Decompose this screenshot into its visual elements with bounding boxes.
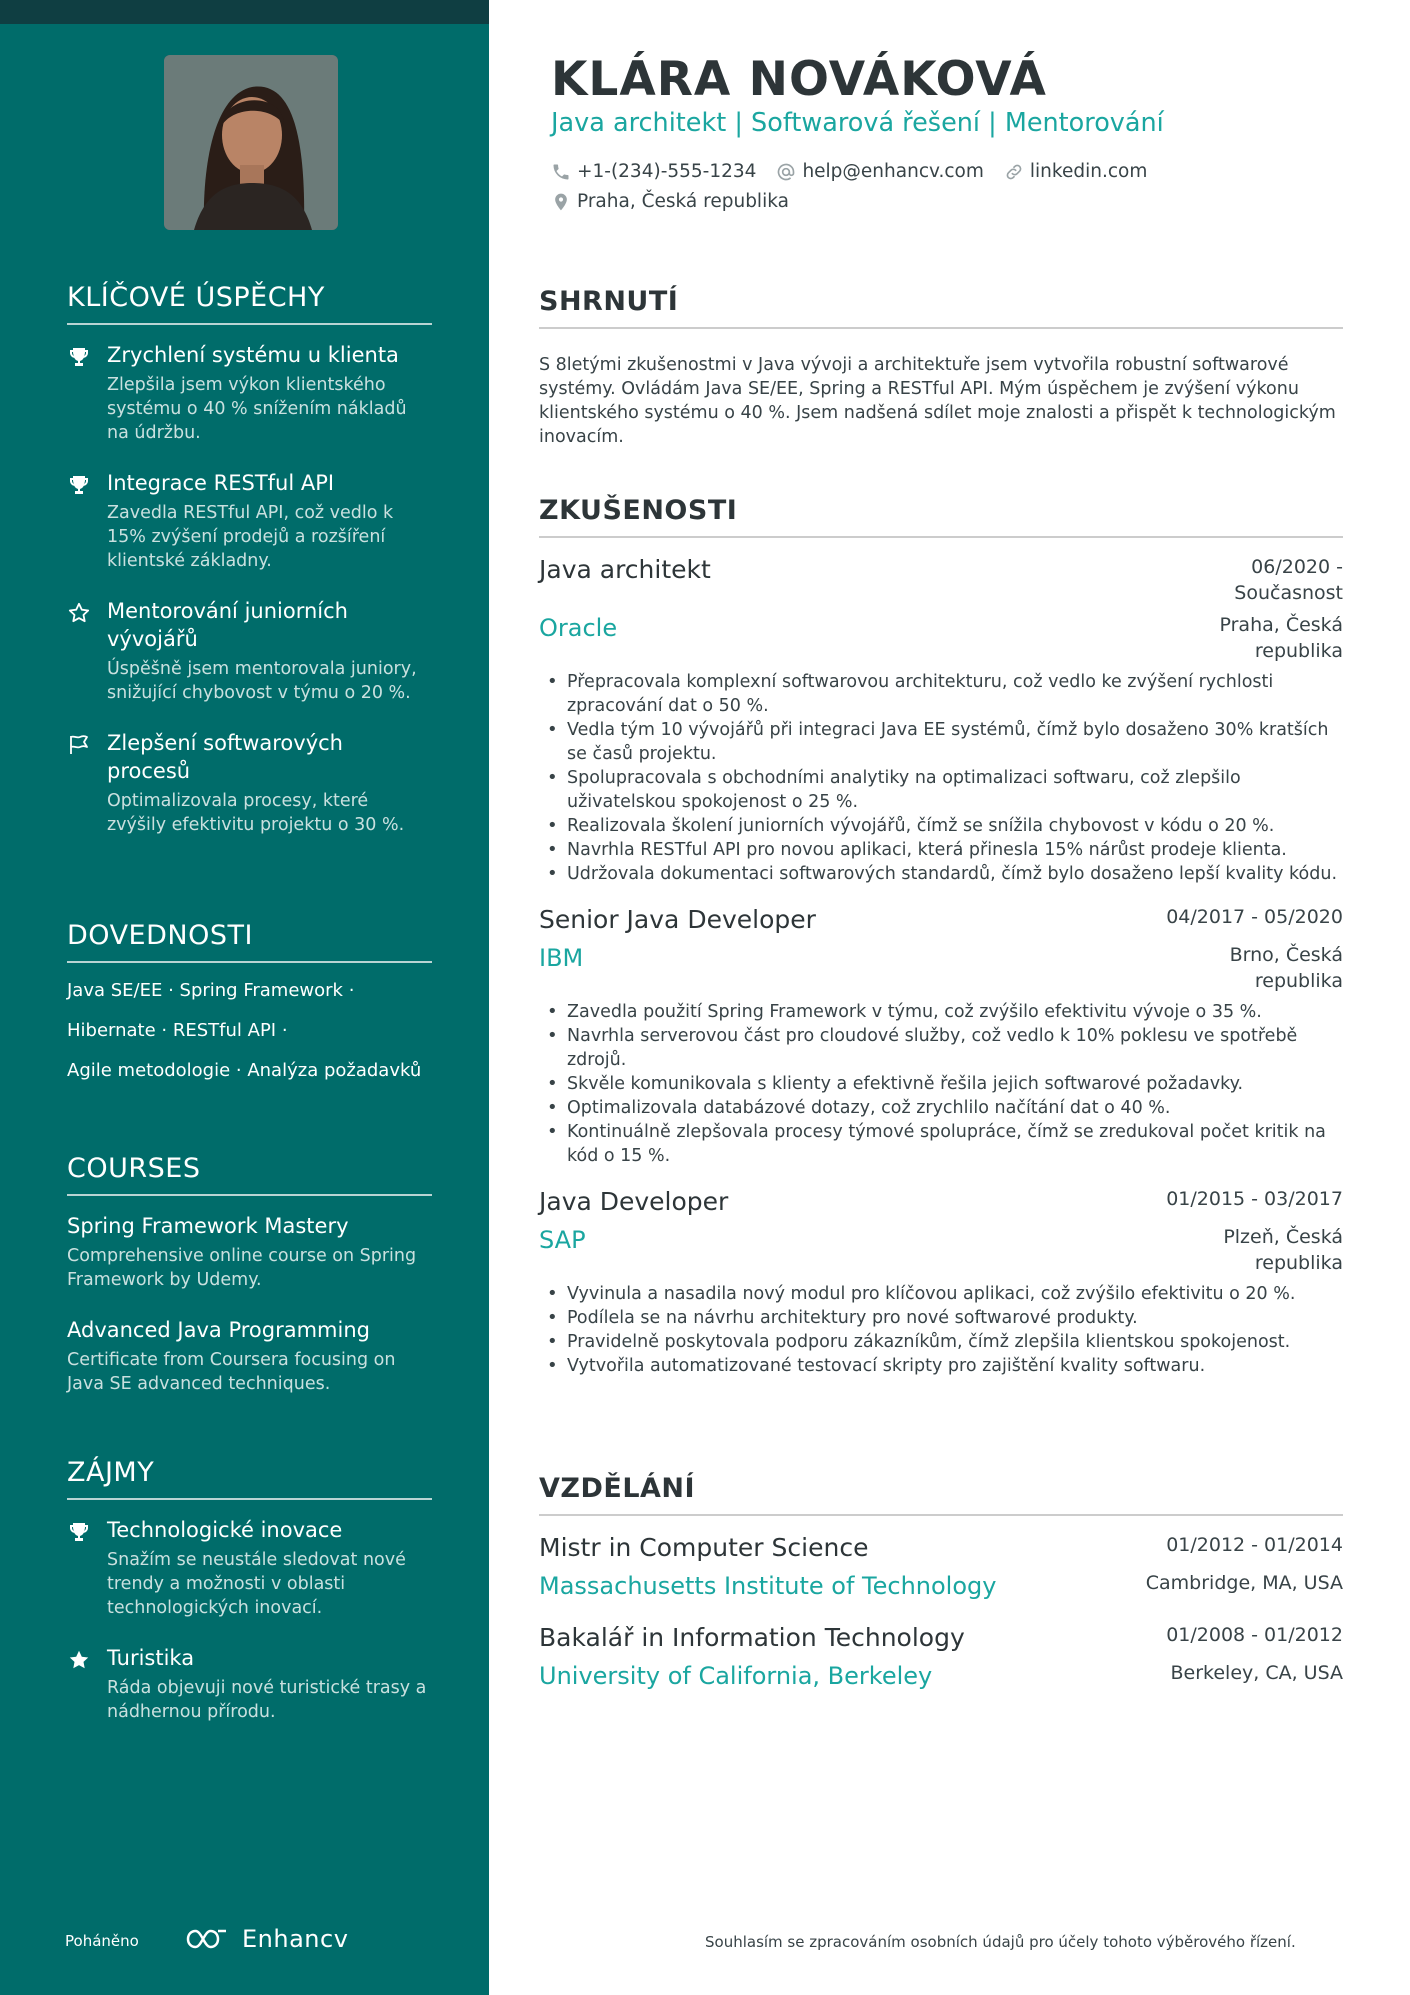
education-date: 01/2008 - 01/2012 — [1166, 1624, 1343, 1646]
trophy-icon — [67, 1516, 107, 1620]
education-entry — [539, 1532, 1343, 1602]
phone-text: +1-(234)-555-1234 — [577, 161, 757, 182]
trophy-icon — [67, 341, 107, 445]
job-location: Plzeň, Česká republika — [1223, 1226, 1343, 1274]
achievement-title: Mentorování juniorních vývojářů — [107, 599, 348, 651]
consent-note: Souhlasím se zpracováním osobních údajů pro účely tohoto výběrového řízení. — [705, 1933, 1296, 1951]
achievement-item — [67, 469, 432, 573]
achievement-description: Optimalizovala procesy, které zvýšily efektivitu projektu o 30 %. — [107, 791, 405, 835]
job-company: Oracle — [539, 614, 618, 642]
job-role: Java Developer — [539, 1187, 729, 1216]
contact-phone[interactable] — [551, 161, 756, 182]
education-date: 01/2012 - 01/2014 — [1166, 1534, 1343, 1556]
interest-title: Technologické inovace — [107, 1518, 343, 1542]
at-icon — [776, 162, 796, 182]
skills-line: Java SE/EE · Spring Framework · — [67, 980, 355, 1001]
achievement-description: Zavedla RESTful API, což vedlo k 15% zvýšení prodejů a rozšíření klientské základny. — [107, 503, 394, 571]
job-bullet: • Vyvinula a nasadila nový modul pro klíčovou aplikaci, což zvýšilo efektivitu o 20 %. — [539, 1282, 1343, 1306]
profile-photo-image — [164, 55, 338, 230]
candidate-name: KLÁRA NOVÁKOVÁ — [551, 52, 1047, 107]
summary-section — [539, 286, 1343, 449]
job-entry — [539, 554, 1343, 886]
job-date: 01/2015 - 03/2017 — [1166, 1188, 1343, 1210]
job-role: Java architekt — [539, 555, 711, 584]
job-bullet: • Udržovala dokumentaci softwarových standardů, čímž bylo dosaženo lepší kvality kódu. — [539, 862, 1343, 886]
education-school: University of California, Berkeley — [539, 1662, 933, 1690]
skills-line: Hibernate · RESTful API · — [67, 1020, 288, 1041]
location-text: Praha, Česká republika — [577, 191, 789, 212]
achievement-title: Integrace RESTful API — [107, 471, 335, 495]
education-entry — [539, 1622, 1343, 1692]
job-date: 04/2017 - 05/2020 — [1166, 906, 1343, 928]
experience-section — [539, 495, 1343, 1378]
skills-line: Agile metodologie · Analýza požadavků — [67, 1060, 422, 1081]
course-description: Comprehensive online course on Spring Framework by Udemy. — [67, 1246, 417, 1290]
interest-description: Ráda objevuji nové turistické trasy a nádhernou přírodu. — [107, 1678, 427, 1722]
job-company: SAP — [539, 1226, 586, 1254]
job-role: Senior Java Developer — [539, 905, 816, 934]
enhancv-brand-name: Enhancv — [242, 1925, 349, 1953]
star-icon — [67, 1644, 107, 1724]
link-icon — [1004, 162, 1024, 182]
interests-section — [67, 1457, 432, 1748]
contact-row — [551, 161, 1167, 182]
job-bullet: • Podílela se na návrhu architektury pro nové softwarové produkty. — [539, 1306, 1343, 1330]
job-location: Praha, Česká republika — [1219, 614, 1343, 662]
location-pin-icon — [551, 192, 571, 212]
candidate-headline: Java architekt | Softwarová řešení | Mentorování — [551, 108, 1164, 138]
job-bullet: • Realizovala školení juniorních vývojářů, čímž se snížila chybovost v kódu o 20 %. — [539, 814, 1343, 838]
job-bullets — [539, 1282, 1343, 1378]
job-entry — [539, 1186, 1343, 1378]
education-location: Cambridge, MA, USA — [1145, 1572, 1343, 1594]
achievement-item — [67, 597, 432, 705]
skills-section — [67, 920, 432, 1099]
course-description: Certificate from Coursera focusing on Java SE advanced techniques. — [67, 1350, 396, 1394]
course-item — [67, 1212, 432, 1292]
job-bullet: • Skvěle komunikovala s klienty a efektivně řešila jejich softwarové požadavky. — [539, 1072, 1343, 1096]
enhancv-logo-icon — [184, 1925, 230, 1953]
trophy-icon — [67, 469, 107, 573]
achievements-section — [67, 282, 432, 861]
achievement-description: Zlepšila jsem výkon klientského systému o 40 % snížením nákladů na údržbu. — [107, 375, 407, 443]
summary-title: SHRNUTÍ — [539, 286, 1343, 329]
interest-item — [67, 1644, 432, 1724]
achievement-title: Zrychlení systému u klienta — [107, 343, 399, 367]
achievements-title: KLÍČOVÉ ÚSPĚCHY — [67, 282, 432, 325]
interest-item — [67, 1516, 432, 1620]
job-bullets — [539, 1000, 1343, 1168]
courses-section — [67, 1153, 432, 1420]
sidebar-top-bar — [0, 0, 489, 24]
job-bullet: • Navrhla RESTful API pro novou aplikaci, která přinesla 15% nárůst prodeje klienta. — [539, 838, 1343, 862]
interests-title: ZÁJMY — [67, 1457, 432, 1500]
job-location: Brno, Česká republika — [1229, 944, 1343, 992]
job-bullet: • Přepracovala komplexní softwarovou architekturu, což vedlo ke zvýšení rychlosti zpracování dat o 50 %. — [539, 670, 1343, 718]
contact-email[interactable] — [776, 161, 983, 182]
achievement-description: Úspěšně jsem mentorovala juniory, snižující chybovost v týmu o 20 %. — [107, 659, 417, 703]
profile-photo — [164, 55, 338, 230]
powered-by-label: Poháněno — [65, 1932, 139, 1950]
interest-description: Snažím se neustále sledovat nové trendy a možnosti v oblasti technologických inovací. — [107, 1550, 406, 1618]
achievement-item — [67, 341, 432, 445]
summary-text: S 8letými zkušenostmi v Java vývoji a architektuře jsem vytvořila robustní softwarové systémy. Ovládám Java SE/EE, Spring a RESTful API. Mým úspěchem je zvýšení výkonu klientského systému o 40 %. Jsem nadšená sdílet moje znalosti a přispět k technologickým inovacím. — [539, 355, 1336, 447]
job-bullet: • Zavedla použití Spring Framework v týmu, což zvýšilo efektivitu vývoje o 35 %. — [539, 1000, 1343, 1024]
job-bullet: • Navrhla serverovou část pro cloudové služby, což vedlo k 10% poklesu ve spotřebě zdrojů. — [539, 1024, 1343, 1072]
contact-linkedin[interactable] — [1004, 161, 1147, 182]
education-school: Massachusetts Institute of Technology — [539, 1572, 997, 1600]
contact-row-location — [551, 191, 809, 212]
job-bullets — [539, 670, 1343, 886]
education-location: Berkeley, CA, USA — [1170, 1662, 1343, 1684]
achievement-item — [67, 729, 432, 837]
job-bullet: • Kontinuálně zlepšovala procesy týmové spolupráce, čímž se zredukoval počet kritik na kód o 15 %. — [539, 1120, 1343, 1168]
job-bullet: • Optimalizovala databázové dotazy, což zrychlilo načítání dat o 40 %. — [539, 1096, 1343, 1120]
education-degree: Mistr in Computer Science — [539, 1533, 869, 1562]
experience-title: ZKUŠENOSTI — [539, 495, 1343, 538]
phone-icon — [551, 162, 571, 182]
job-entry — [539, 904, 1343, 1168]
education-title: VZDĚLÁNÍ — [539, 1473, 1343, 1516]
sidebar — [0, 0, 489, 1995]
achievement-title: Zlepšení softwarových procesů — [107, 731, 343, 783]
interest-title: Turistika — [107, 1646, 195, 1670]
contact-location — [551, 191, 789, 212]
courses-title: COURSES — [67, 1153, 432, 1196]
education-degree: Bakalář in Information Technology — [539, 1623, 965, 1652]
education-section — [539, 1473, 1343, 1692]
course-title: Spring Framework Mastery — [67, 1214, 349, 1238]
star-outline-icon — [67, 597, 107, 705]
job-bullet: • Pravidelně poskytovala podporu zákazníkům, čímž zlepšila klientskou spokojenost. — [539, 1330, 1343, 1354]
job-bullet: • Vytvořila automatizované testovací skripty pro zajištění kvality softwaru. — [539, 1354, 1343, 1378]
course-title: Advanced Java Programming — [67, 1318, 370, 1342]
skills-title: DOVEDNOSTI — [67, 920, 432, 963]
flag-icon — [67, 729, 107, 837]
linkedin-text: linkedin.com — [1029, 161, 1148, 182]
job-bullet: • Vedla tým 10 vývojářů při integraci Java EE systémů, čímž bylo dosaženo 30% kratších se časů projektu. — [539, 718, 1343, 766]
job-bullet: • Spolupracovala s obchodními analytiky na optimalizaci softwaru, což zlepšilo uživatelskou spokojenost o 25 %. — [539, 766, 1343, 814]
email-text: help@enhancv.com — [802, 161, 984, 182]
job-date: 06/2020 - Současnost — [1234, 556, 1343, 604]
job-company: IBM — [539, 944, 584, 972]
course-item — [67, 1316, 432, 1396]
enhancv-logo[interactable] — [184, 1925, 348, 1953]
